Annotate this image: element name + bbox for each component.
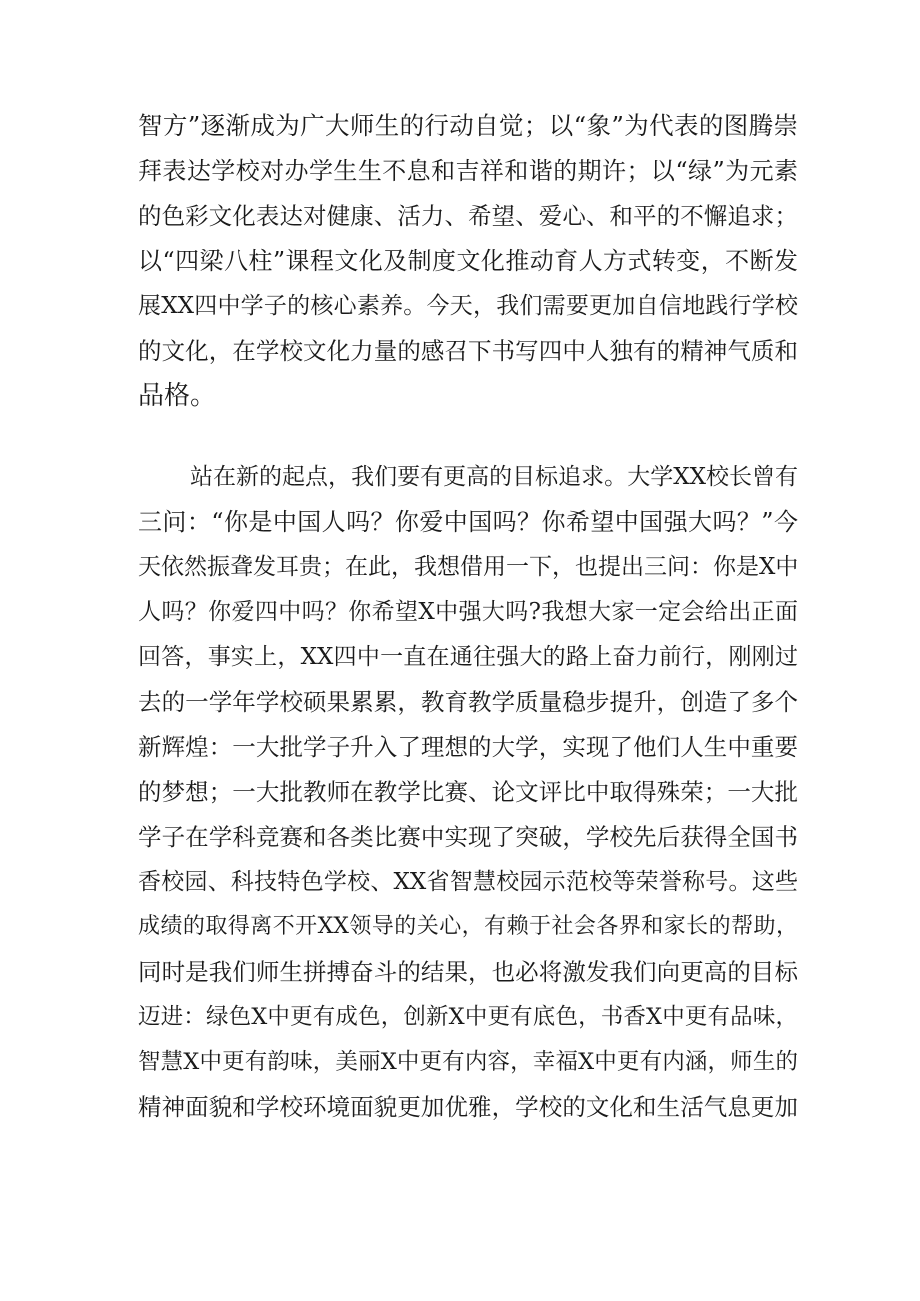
- text-line-22: 精神面貌和学校环境面貌更加优雅，学校的文化和生活气息更加: [138, 1093, 798, 1121]
- text-line-20: 迈进：绿色X中更有成色，创新X中更有底色，书香X中更有品味，: [138, 1004, 798, 1030]
- text-line-17: 香校园、科技特色学校、XX省智慧校园示范校等荣誉称号。这些: [138, 869, 798, 895]
- text-line-9: 三问：“你是中国人吗？你爱中国吗？你希望中国强大吗？”今: [138, 508, 798, 536]
- text-line-5: 展XX四中学子的核心素养。今天，我们需要更加自信地践行学校: [138, 293, 798, 319]
- text-line-4: 以“四梁八柱”课程文化及制度文化推动育人方式转变，不断发: [138, 247, 798, 275]
- text-line-19: 同时是我们师生拼搏奋斗的结果，也必将激发我们向更高的目标: [138, 958, 798, 986]
- text-line-6: 的文化，在学校文化力量的感召下书写四中人独有的精神气质和: [138, 337, 798, 365]
- text-line-2: 拜表达学校对办学生生不息和吉祥和谐的期许；以“绿”为元素: [138, 157, 798, 185]
- text-line-11: 人吗？你爱四中吗？你希望X中强大吗?我想大家一定会给出正面: [138, 599, 798, 625]
- text-line-7: 品格。: [138, 381, 217, 411]
- text-line-15: 的梦想；一大批教师在教学比赛、论文评比中取得殊荣；一大批: [138, 778, 798, 806]
- text-line-8: 站在新的起点，我们要有更高的目标追求。大学XX校长曾有: [190, 464, 798, 490]
- text-line-12: 回答，事实上，XX四中一直在通往强大的路上奋力前行，刚刚过: [138, 644, 798, 670]
- text-line-16: 学子在学科竞赛和各类比赛中实现了突破，学校先后获得全国书: [138, 823, 798, 851]
- text-line-13: 去的一学年学校硕果累累，教育教学质量稳步提升，创造了多个: [138, 688, 798, 716]
- text-line-10: 天依然振聋发耳贵；在此，我想借用一下，也提出三问：你是X中: [138, 554, 798, 580]
- text-line-1: 智方”逐渐成为广大师生的行动自觉；以“象”为代表的图腾崇: [138, 111, 798, 140]
- text-line-18: 成绩的取得离不开XX领导的关心，有赖于社会各界和家长的帮助，: [138, 914, 798, 939]
- text-line-3: 的色彩文化表达对健康、活力、希望、爱心、和平的不懈追求；: [138, 202, 798, 230]
- text-line-14: 新辉煌：一大批学子升入了理想的大学，实现了他们人生中重要: [138, 733, 798, 761]
- text-line-21: 智慧X中更有韵味，美丽X中更有内容，幸福X中更有内涵，师生的: [138, 1049, 798, 1075]
